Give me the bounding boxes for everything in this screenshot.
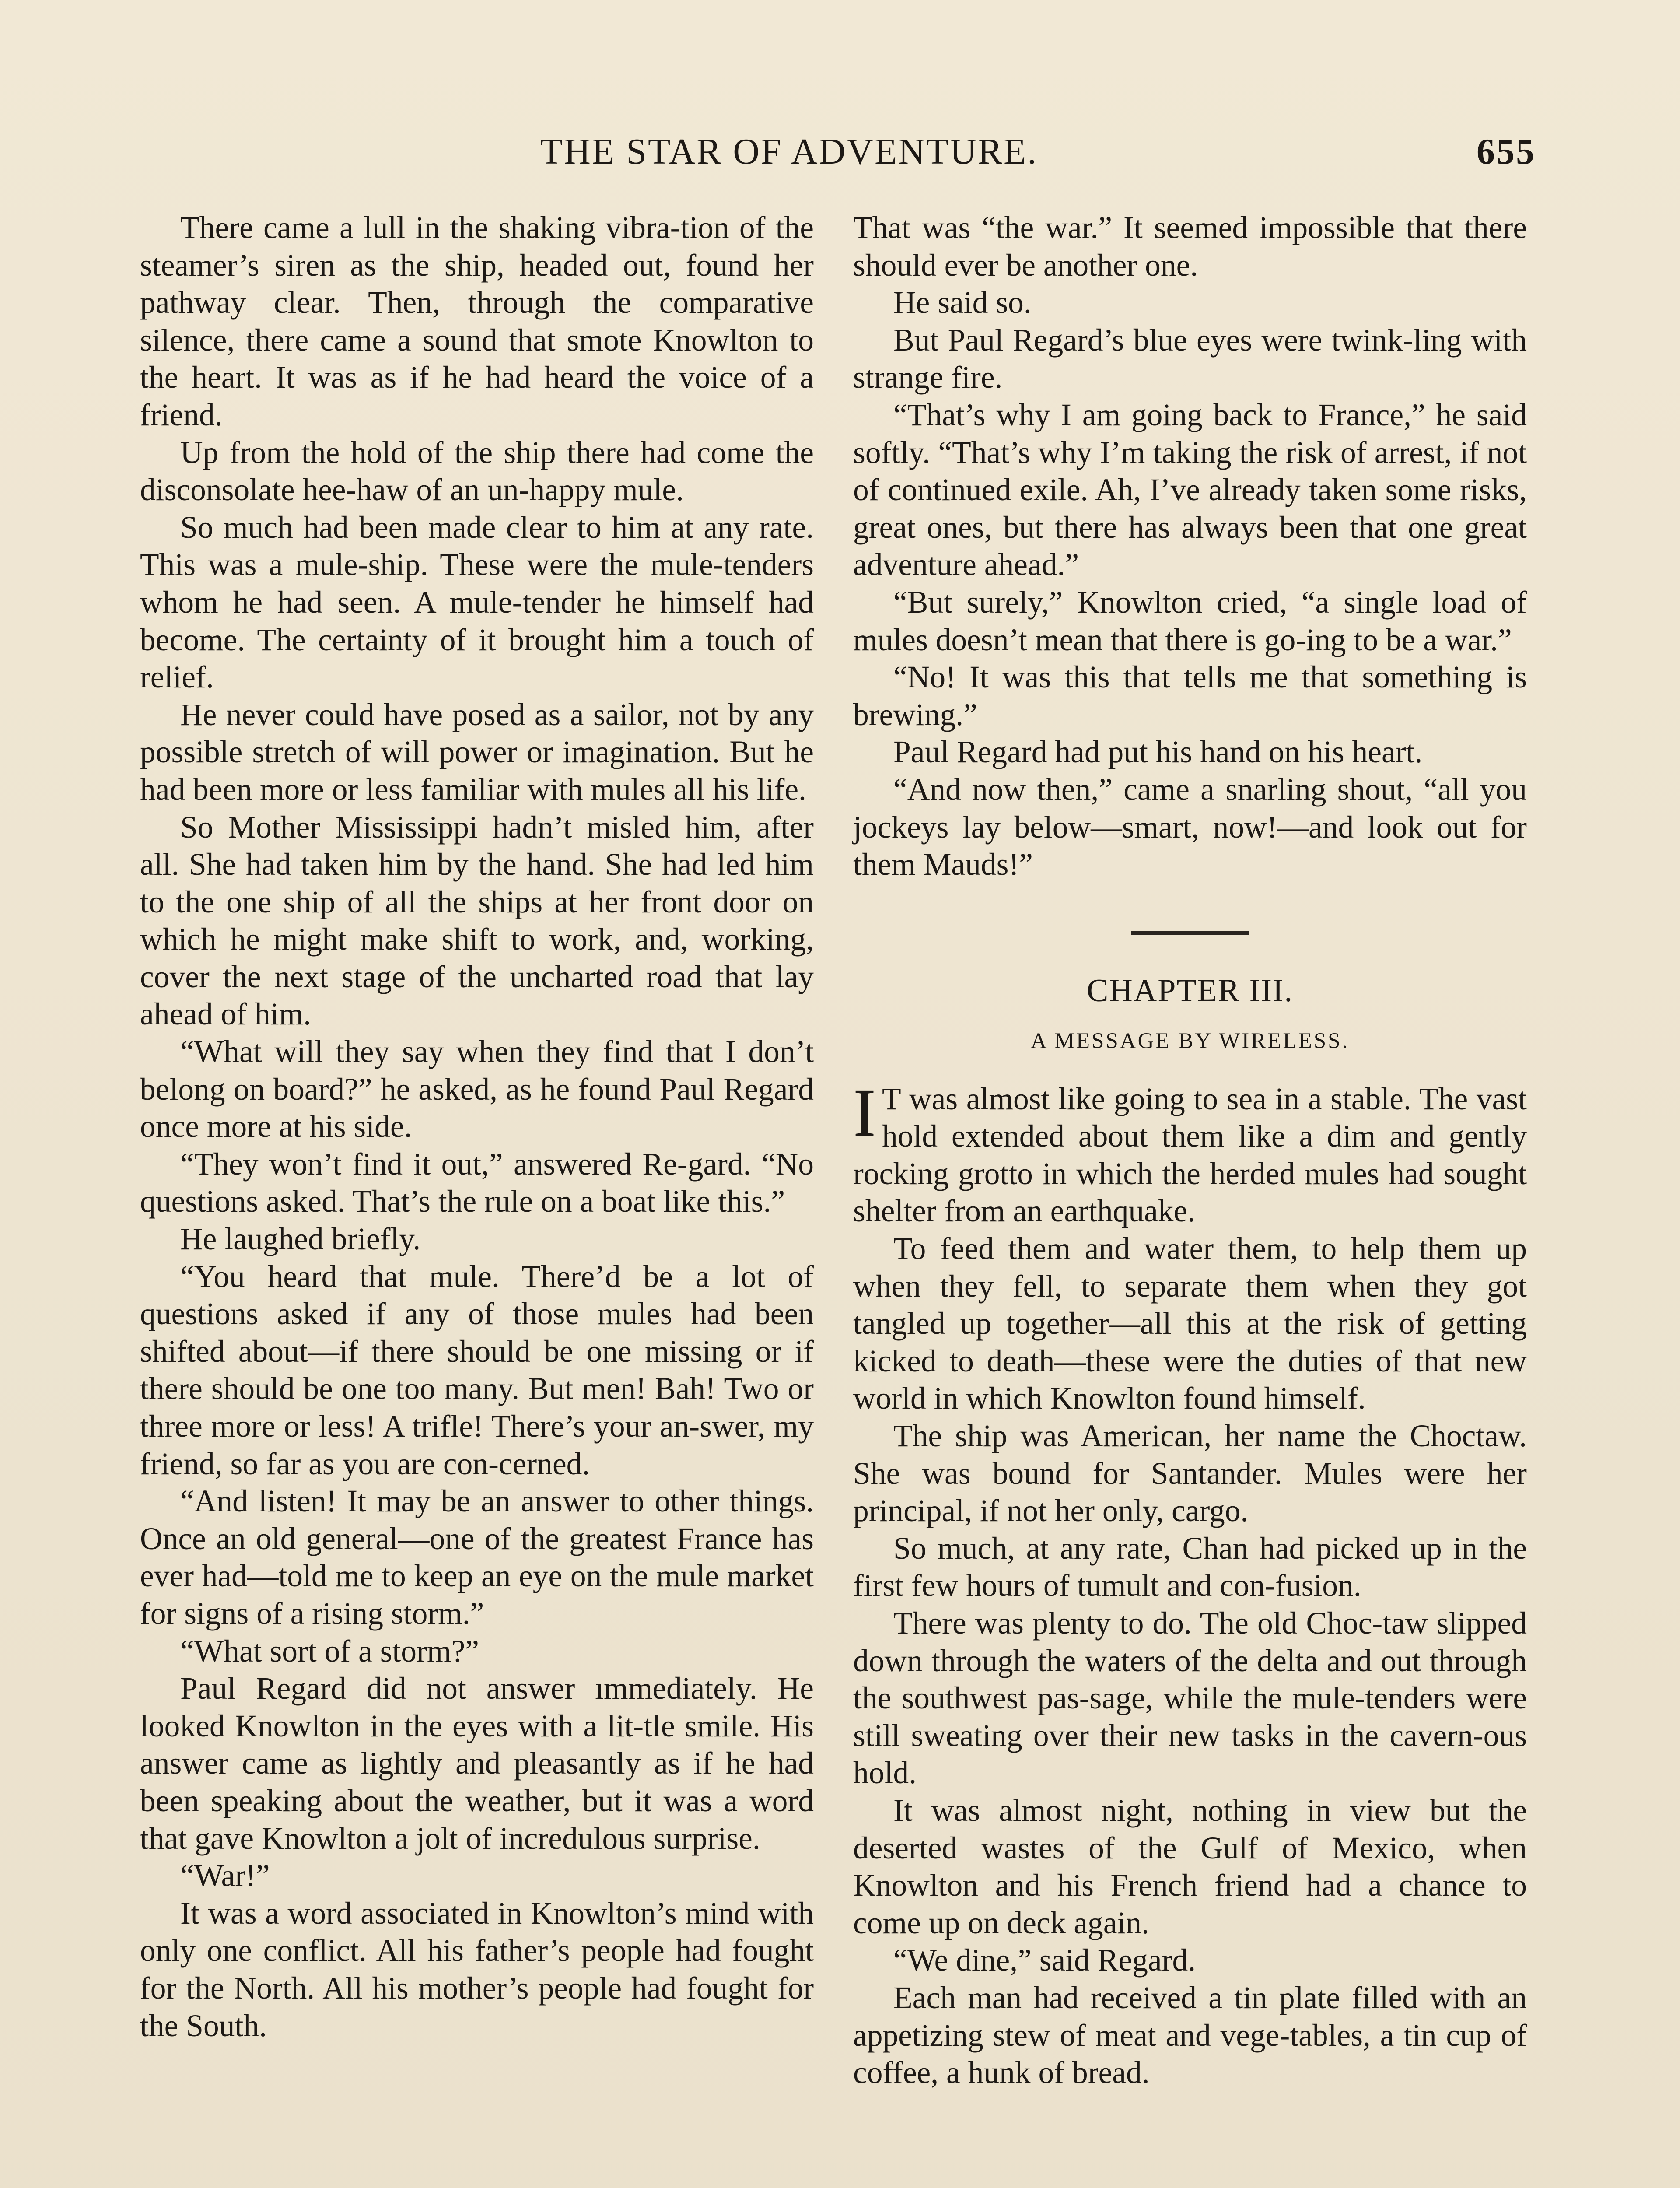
paragraph: He said so. bbox=[893, 285, 1032, 320]
paragraph: “You heard that mule. There’d be a lot of questions asked if any of those mules had been shifted about—if there should be one missing or if there should be one too many. But men! Bah! Two or three more or less! A trifle! There’s your an-swer, my friend, so far as you are con-cerned. bbox=[140, 1259, 814, 1481]
paragraph: But Paul Regard’s blue eyes were twink-ling with strange fire. bbox=[853, 323, 1527, 395]
paragraph: “What sort of a storm?” bbox=[180, 1634, 479, 1669]
paragraph: The ship was American, her name the Choctaw. She was bound for Santander. Mules were her principal, if not her only, cargo. bbox=[853, 1419, 1527, 1529]
paragraph: “What will they say when they find that I don’t belong on board?” he asked, as he found Paul Regard once more at his side. bbox=[140, 1034, 814, 1144]
paragraph: To feed them and water them, to help them up when they fell, to separate them when they got tangled up together—all this at the risk of getting kicked to death—these were the duties of that new world in which Knowlton found himself. bbox=[853, 1231, 1527, 1416]
paragraph: Up from the hold of the ship there had come the disconsolate hee-haw of an un-happy mule. bbox=[140, 435, 814, 508]
paragraph: So Mother Mississippi hadn’t misled him, after all. She had taken him by the hand. She had led him to the one ship of all the ships at her front door on which he might make shift to work, and, working, cover the next stage of the uncharted road that lay ahead of him. bbox=[140, 810, 814, 1032]
paragraph: So much had been made clear to him at any rate. This was a mule-ship. These were the mule-tenders whom he had seen. A mule-tender he himself had become. The certainty of it brought him a touch of relief. bbox=[140, 510, 814, 695]
left-column bbox=[140, 209, 814, 2044]
paragraph: “And listen! It may be an answer to other things. Once an old general—one of the greatest France has ever had—told me to keep an eye on the mule market for signs of a rising storm.” bbox=[140, 1484, 814, 1631]
opening-text: T was almost like going to sea in a stable. The vast hold extended about them like a dim and gently rocking grotto in which the herded mules had sought shelter from an earthquake. bbox=[853, 1081, 1527, 1229]
chapter-opening-paragraph bbox=[853, 1074, 1527, 1230]
paragraph: “We dine,” said Regard. bbox=[893, 1943, 1196, 1978]
paragraph: So much, at any rate, Chan had picked up in the first few hours of tumult and con-fusion. bbox=[853, 1531, 1527, 1603]
drop-cap: I bbox=[853, 1074, 876, 1150]
paragraph: It was a word associated in Knowlton’s mind with only one conflict. All his father’s people had fought for the North. All his mother’s people had fought for the South. bbox=[140, 1896, 814, 2043]
paragraph: He never could have posed as a sailor, not by any possible stretch of will power or imagination. But he had been more or less familiar with mules all his life. bbox=[140, 697, 814, 807]
running-title: THE STAR OF ADVENTURE. bbox=[540, 131, 1038, 172]
paragraph: There was plenty to do. The old Choc-taw slipped down through the waters of the delta and out through the southwest pas-sage, while the mule-tenders were still sweating over their new tasks in the cavern-ous hold. bbox=[853, 1606, 1527, 1791]
page-header bbox=[140, 130, 1536, 179]
paragraph: “They won’t find it out,” answered Re-gard. “No questions asked. That’s the rule on a boat like this.” bbox=[140, 1147, 814, 1219]
chapter-subtitle: A MESSAGE BY WIRELESS. bbox=[1030, 1028, 1350, 1053]
paragraph: “No! It was this that tells me that something is brewing.” bbox=[853, 660, 1527, 732]
paragraph: “And now then,” came a snarling shout, “all you jockeys lay below—smart, now!—and look out for them Mauds!” bbox=[853, 772, 1527, 882]
continued-paragraph: That was “the war.” It seemed impossible that there should ever be another one. bbox=[853, 210, 1527, 283]
paragraph: Paul Regard had put his hand on his heart. bbox=[893, 735, 1423, 770]
paragraph: “But surely,” Knowlton cried, “a single load of mules doesn’t mean that there is go-ing to be a war.” bbox=[853, 585, 1527, 657]
page-number: 655 bbox=[1477, 131, 1536, 172]
paragraph: There came a lull in the shaking vibra-tion of the steamer’s siren as the ship, headed out, found her pathway clear. Then, through the comparative silence, there came a sound that smote Knowlton to the heart. It was as if he had heard the voice of a friend. bbox=[140, 210, 814, 432]
paragraph: “That’s why I am going back to France,” he said softly. “That’s why I’m taking the risk of arrest, if not of continued exile. Ah, I’ve already taken some risks, great ones, but there has always been that one great adventure ahead.” bbox=[853, 397, 1527, 582]
paragraph: It was almost night, nothing in view but the deserted wastes of the Gulf of Mexico, when Knowlton and his French friend had a chance to come up on deck again. bbox=[853, 1793, 1527, 1940]
paragraph: He laughed briefly. bbox=[180, 1222, 421, 1257]
right-column bbox=[853, 209, 1527, 2092]
chapter-title: CHAPTER III. bbox=[1086, 972, 1294, 1009]
paragraph: Paul Regard did not answer ımmediately. He looked Knowlton in the eyes with a lit-tle smile. His answer came as lightly and pleasantly as if he had been speaking about the weather, but it was a word that gave Knowlton a jolt of incredulous surprise. bbox=[140, 1671, 814, 1856]
paragraph: “War!” bbox=[180, 1858, 270, 1893]
paragraph: Each man had received a tin plate filled with an appetizing stew of meat and vege-tables, a tin cup of coffee, a hunk of bread. bbox=[853, 1980, 1527, 2090]
section-divider bbox=[1131, 931, 1249, 935]
